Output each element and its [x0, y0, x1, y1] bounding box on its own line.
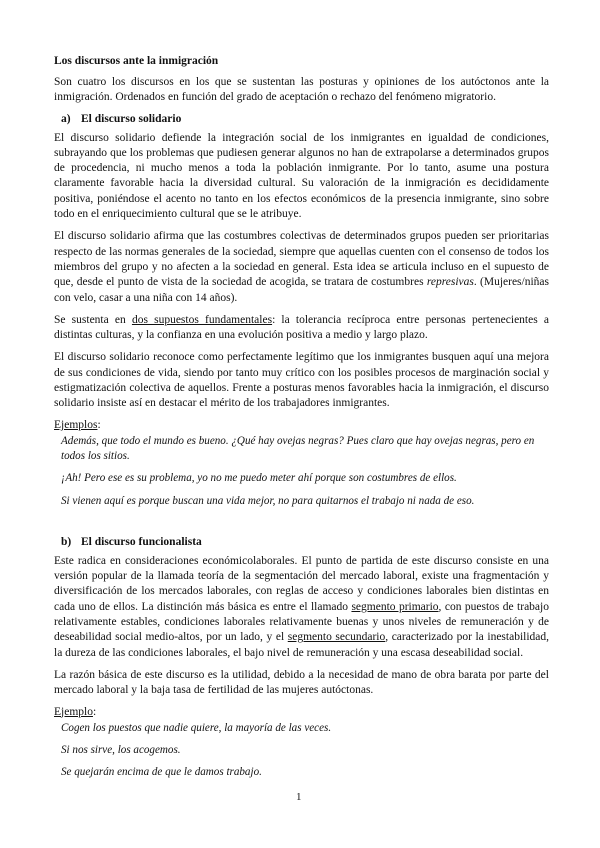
document-title: Los discursos ante la inmigración	[54, 55, 219, 67]
section-a-paragraph-3	[54, 313, 549, 344]
spacer	[54, 516, 549, 530]
page-number: 1	[296, 791, 302, 803]
section-a-paragraph-4: El discurso solidario reconoce como perfectamente legítimo que los inmigrantes busquen aquí una mejora de sus condiciones de vida, siendo por tanto muy crítico con los posibles procesos de marginación social y estigmatización colectiva de aquellos. Frente a posturas menos favorables hacia la inmigración, el discurso solidario insiste así en destacar el mérito de los trabajadores inmigrantes.	[54, 351, 549, 410]
text-span: Este radica en consideraciones económicolaborales. El punto de partida de este discurso consiste en una versión popular de la llamada teoría de la segmentación del mercado laboral, existe una fragmentación y diversificación de los mercados laborales, con reglas de acceso y condiciones laborales bien distintas en cada uno de ellos. La distinción más básica es entre el llamado	[54, 554, 549, 613]
text-span: , caracterizado por la inestabilidad, la dureza de las condiciones laborales, el bajo nivel de remuneración y una escasa deseabilidad social.	[54, 631, 550, 659]
text-span: : la tolerancia recíproca entre personas pertenecientes a distintas culturas, y la confianza en una evolución positiva a medio y largo plazo.	[54, 313, 549, 342]
examples-colon: :	[97, 418, 101, 431]
section-a-heading	[61, 113, 549, 125]
example-colon: :	[92, 705, 97, 718]
document-page	[54, 55, 549, 787]
text-span: Se sustenta en	[54, 313, 132, 326]
section-b-heading	[61, 536, 549, 548]
example-quote: ¡Ah! Pero ese es su problema, yo no me puedo meter ahí porque son costumbres de ellos.	[61, 472, 457, 485]
text-span: El discurso solidario afirma que las costumbres colectivas de determinados grupos pueden ser prioritarias respecto de las normas generales de la sociedad, siempre que aquellas cuenten con el consenso de todos los miembros del grupo y no afecten a la sociedad en general. Esta idea se articula incluso en el supuesto de que, desde el punto de vista de la sociedad de acogida, se tratara de costumbres	[54, 230, 549, 289]
example-quote: Si nos sirve, los acogemos.	[61, 743, 181, 756]
example-label: Ejemplo	[54, 705, 93, 718]
section-a-paragraph-2	[54, 229, 549, 305]
text-span: , con puestos de trabajo relativamente estables, condiciones laborales relativamente buenas y unos niveles de remuneración y de deseabilidad social medio-altos, por un lado, y el	[54, 600, 549, 644]
section-a-title: El discurso solidario	[81, 112, 182, 125]
example-quote: Cogen los puestos que nadie quiere, la mayoría de las veces.	[61, 721, 332, 734]
example-quote: Además, que todo el mundo es bueno. ¿Qué hay ovejas negras? Pues claro que hay ovejas negras, pero en todos los sitios.	[61, 434, 535, 462]
emphasis-represivas: represivas	[426, 276, 474, 289]
underlined-segmento-primario: segmento primario	[351, 600, 439, 613]
intro-paragraph: Son cuatro los discursos en los que se sustentan las posturas y opiniones de los autóctonos ante la inmigración. Ordenados en función del grado de aceptación o rechazo del fenómeno migratorio.	[54, 76, 549, 104]
example-quote: Se quejarán encima de que le damos trabajo.	[61, 766, 262, 779]
underlined-supuestos: dos supuestos fundamentales	[131, 313, 273, 326]
example-quote: Si vienen aquí es porque buscan una vida mejor, no para quitarnos el trabajo ni nada de eso.	[61, 494, 475, 507]
section-b-paragraph-2: La razón básica de este discurso es la utilidad, debido a la necesidad de mano de obra barata por parte del mercado laboral y la baja tasa de fertilidad de las mujeres autóctonas.	[54, 668, 549, 697]
section-a-label: a)	[61, 112, 71, 125]
examples-label: Ejemplos	[54, 418, 98, 431]
underlined-segmento-secundario: segmento secundario	[287, 631, 386, 644]
section-a-paragraph-1: El discurso solidario defiende la integración social de los inmigrantes en igualdad de condiciones, subrayando que los problemas que pudiesen generar algunos no han de extrapolarse a determinados grupos de procedencia, ni mucho menos a toda la población inmigrante. Por lo tanto, asume una postura claramente favorable hacia la diversidad cultural. Su valoración de la inmigración es decididamente positiva, poniéndose el acento no tanto en los efectos económicos de la presencia inmigrante, sino sobre todo en el enriquecimiento cultural que se le atribuye.	[54, 131, 549, 221]
section-b-example-heading	[54, 706, 549, 718]
section-b-label: b)	[61, 535, 72, 548]
section-a-examples-heading	[54, 419, 549, 431]
text-span: . (Mujeres/niñas con velo, casar a una niña con 14 años).	[54, 276, 550, 304]
section-b-title: El discurso funcionalista	[81, 535, 202, 548]
section-b-paragraph-1	[54, 554, 549, 661]
